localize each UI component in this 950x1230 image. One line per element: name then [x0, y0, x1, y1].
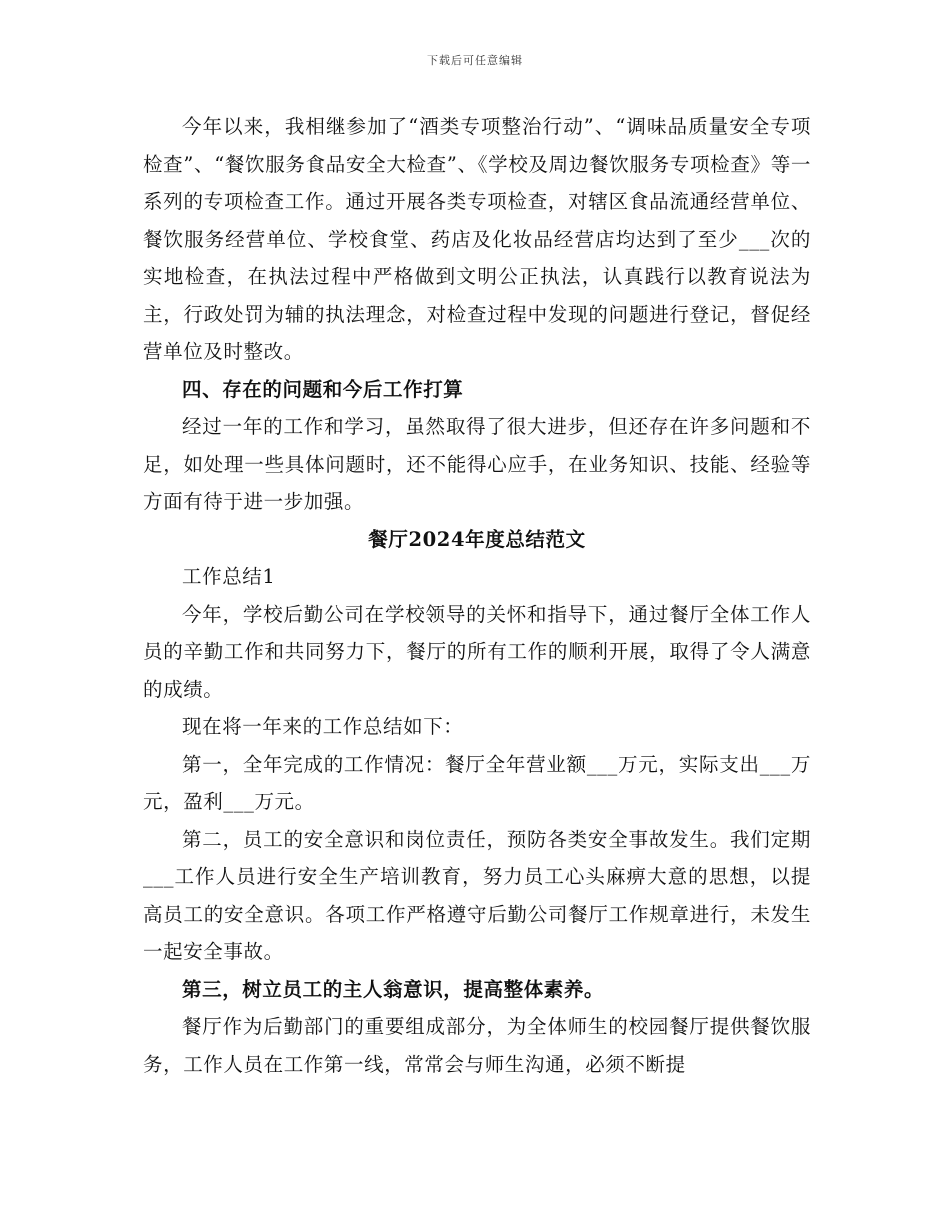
- paragraph-third: 餐厅作为后勤部门的重要组成部分，为全体师生的校园餐厅提供餐饮服务，工作人员在工作第一线，常常会与师生沟通，必须不断提: [143, 1015, 811, 1076]
- paragraph-intro: 今年，学校后勤公司在学校领导的关怀和指导下，通过餐厅全体工作人员的辛勤工作和共同努力下，餐厅的所有工作的顺利开展，取得了令人满意的成绩。: [143, 602, 811, 701]
- document-body: [143, 108, 811, 1083]
- section-heading-problems: 四、存在的问题和今后工作打算: [182, 377, 464, 401]
- subheading-summary-1: 工作总结1: [182, 565, 276, 588]
- document-title: 餐厅2024年度总结范文: [368, 527, 586, 551]
- page-header: 下载后可任意编辑: [427, 54, 523, 67]
- paragraph-inspections: 今年以来，我相继参加了“酒类专项整治行动”、“调味品质量安全专项检查”、“餐饮服务食品安全大检查”、《学校及周边餐饮服务专项检查》等一系列的专项检查工作。通过开展各类专项检查，对辖区食品流通经营单位、餐饮服务经营单位、学校食堂、药店及化妆品经营店均达到了至少___次的实地检查，在执法过程中严格做到文明公正执法，认真践行以教育说法为主，行政处罚为辅的执法理念，对检查过程中发现的问题进行登记，督促经营单位及时整改。: [143, 115, 811, 363]
- paragraph-problems: 经过一年的工作和学习，虽然取得了很大进步，但还存在许多问题和不足，如处理一些具体问题时，还不能得心应手，在业务知识、技能、经验等方面有待于进一步加强。: [143, 415, 811, 513]
- section-heading-third: 第三，树立员工的主人翁意识，提高整体素养。: [182, 977, 605, 1001]
- paragraph-first: 第一，全年完成的工作情况：餐厅全年营业额___万元，实际支出___万元，盈利___万元。: [143, 752, 811, 813]
- paragraph-second: 第二，员工的安全意识和岗位责任，预防各类安全事故发生。我们定期___工作人员进行安全生产培训教育，努力员工心头麻痹大意的思想，以提高员工的安全意识。各项工作严格遵守后勤公司餐厅工作规章进行，未发生一起安全事故。: [143, 827, 811, 963]
- paragraph-summary-lead: 现在将一年来的工作总结如下：: [182, 715, 464, 738]
